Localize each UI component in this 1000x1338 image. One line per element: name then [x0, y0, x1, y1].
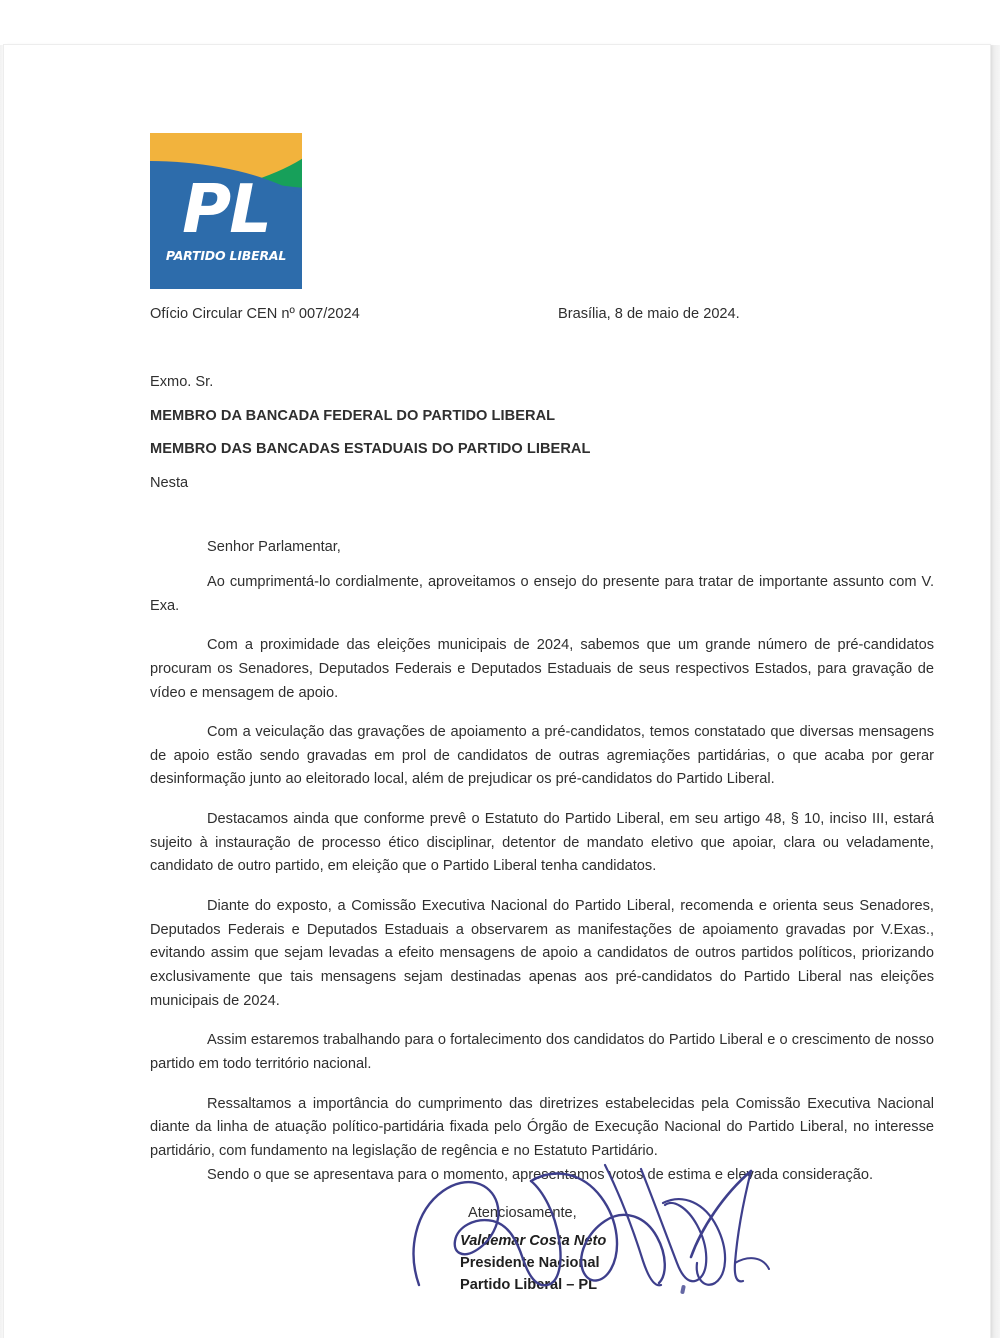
scan-margin-top — [0, 0, 1000, 45]
addressee-honorific: Exmo. Sr. — [150, 374, 214, 390]
addressee-line-federal: MEMBRO DA BANCADA FEDERAL DO PARTIDO LIBERAL — [150, 407, 556, 424]
signatory-organization: Partido Liberal – PL — [460, 1277, 598, 1293]
letter-body — [150, 307, 934, 1178]
document-meta-row — [150, 307, 934, 329]
addressee-line-estadual: MEMBRO DAS BANCADAS ESTADUAIS DO PARTIDO LIBERAL — [150, 441, 591, 458]
body-paragraph: Destacamos ainda que conforme prevê o Estatuto do Partido Liberal, em seu artigo 48, § 10, inciso III, estará sujeito à instauração de processo ético disciplinar, detentor de mandato eletivo que apoiar, clara ou veladamente, candidato de outro partido, em eleição que o Partido Liberal tenha candidatos. — [150, 811, 934, 875]
closing-zone — [150, 1167, 934, 1293]
scan-margin-right — [990, 45, 1000, 1338]
letterhead — [150, 133, 302, 289]
salutation: Senhor Parlamentar, — [207, 539, 341, 556]
signatory-name: Valdemar Costa Neto — [460, 1233, 607, 1249]
logo-primary-wordmark: PL — [182, 170, 270, 248]
body-paragraph: Assim estaremos trabalhando para o fortalecimento dos candidatos do Partido Liberal e o crescimento de nosso partido em todo território nacional. — [150, 1032, 934, 1072]
document-reference-number: Ofício Circular CEN nº 007/2024 — [150, 306, 360, 322]
body-paragraph: Diante do exposto, a Comissão Executiva Nacional do Partido Liberal, recomenda e orienta seus Senadores, Deputados Federais e Deputados Estaduais a observarem as manifestações de apoiamento gravadas por V.Exas., evitando assim que sejam levadas a efeito mensagens de apoio a candidatos de outros partidos políticos, priorizando exclusivamente que tais mensagens sejam destinadas apenas aos pré-candidatos do Partido Liberal nas eleições municipais de 2024. — [150, 898, 934, 1009]
body-paragraph: Ressaltamos a importância do cumprimento das diretrizes estabelecidas pela Comissão Executiva Nacional diante da linha de atuação político-partidária fixada pelo Órgão de Execução Nacional do Partido Liberal, no interesse partidário, com fundamento na legislação de regência e no Estatuto Partidário. — [150, 1095, 934, 1159]
body-paragraph: Com a proximidade das eleições municipais de 2024, sabemos que um grande número de pré-candidatos procuram os Senadores, Deputados Federais e Deputados Estaduais de seus respectivos Estados, para gravação de vídeo e mensagem de apoio. — [150, 637, 934, 701]
addressee-block — [150, 375, 934, 490]
partido-liberal-logo-icon — [150, 133, 302, 289]
logo-secondary-wordmark: PARTIDO LIBERAL — [165, 248, 287, 263]
body-paragraph: Ao cumprimentá-lo cordialmente, aproveitamos o ensejo do presente para tratar de importante assunto com V. Exa. — [150, 573, 934, 614]
signatory-block — [460, 1233, 934, 1293]
signatory-role: Presidente Nacional — [460, 1255, 600, 1271]
document-place-and-date: Brasília, 8 de maio de 2024. — [558, 306, 740, 322]
body-paragraph: Com a veiculação das gravações de apoiamento a pré-candidatos, temos constatado que diversas mensagens de apoio estão sendo gravadas em prol de candidatos de outras agremiações partidárias, o que acaba por gerar desinformação junto ao eleitorado local, além de prejudicar os pré-candidatos do Partido Liberal. — [150, 724, 934, 788]
document-page — [4, 45, 990, 1338]
closing-final-line: Sendo o que se apresentava para o momento, apresentamos votos de estima e elevada consideração. — [207, 1167, 874, 1183]
valediction: Atenciosamente, — [468, 1205, 577, 1221]
addressee-delivery: Nesta — [150, 474, 189, 491]
